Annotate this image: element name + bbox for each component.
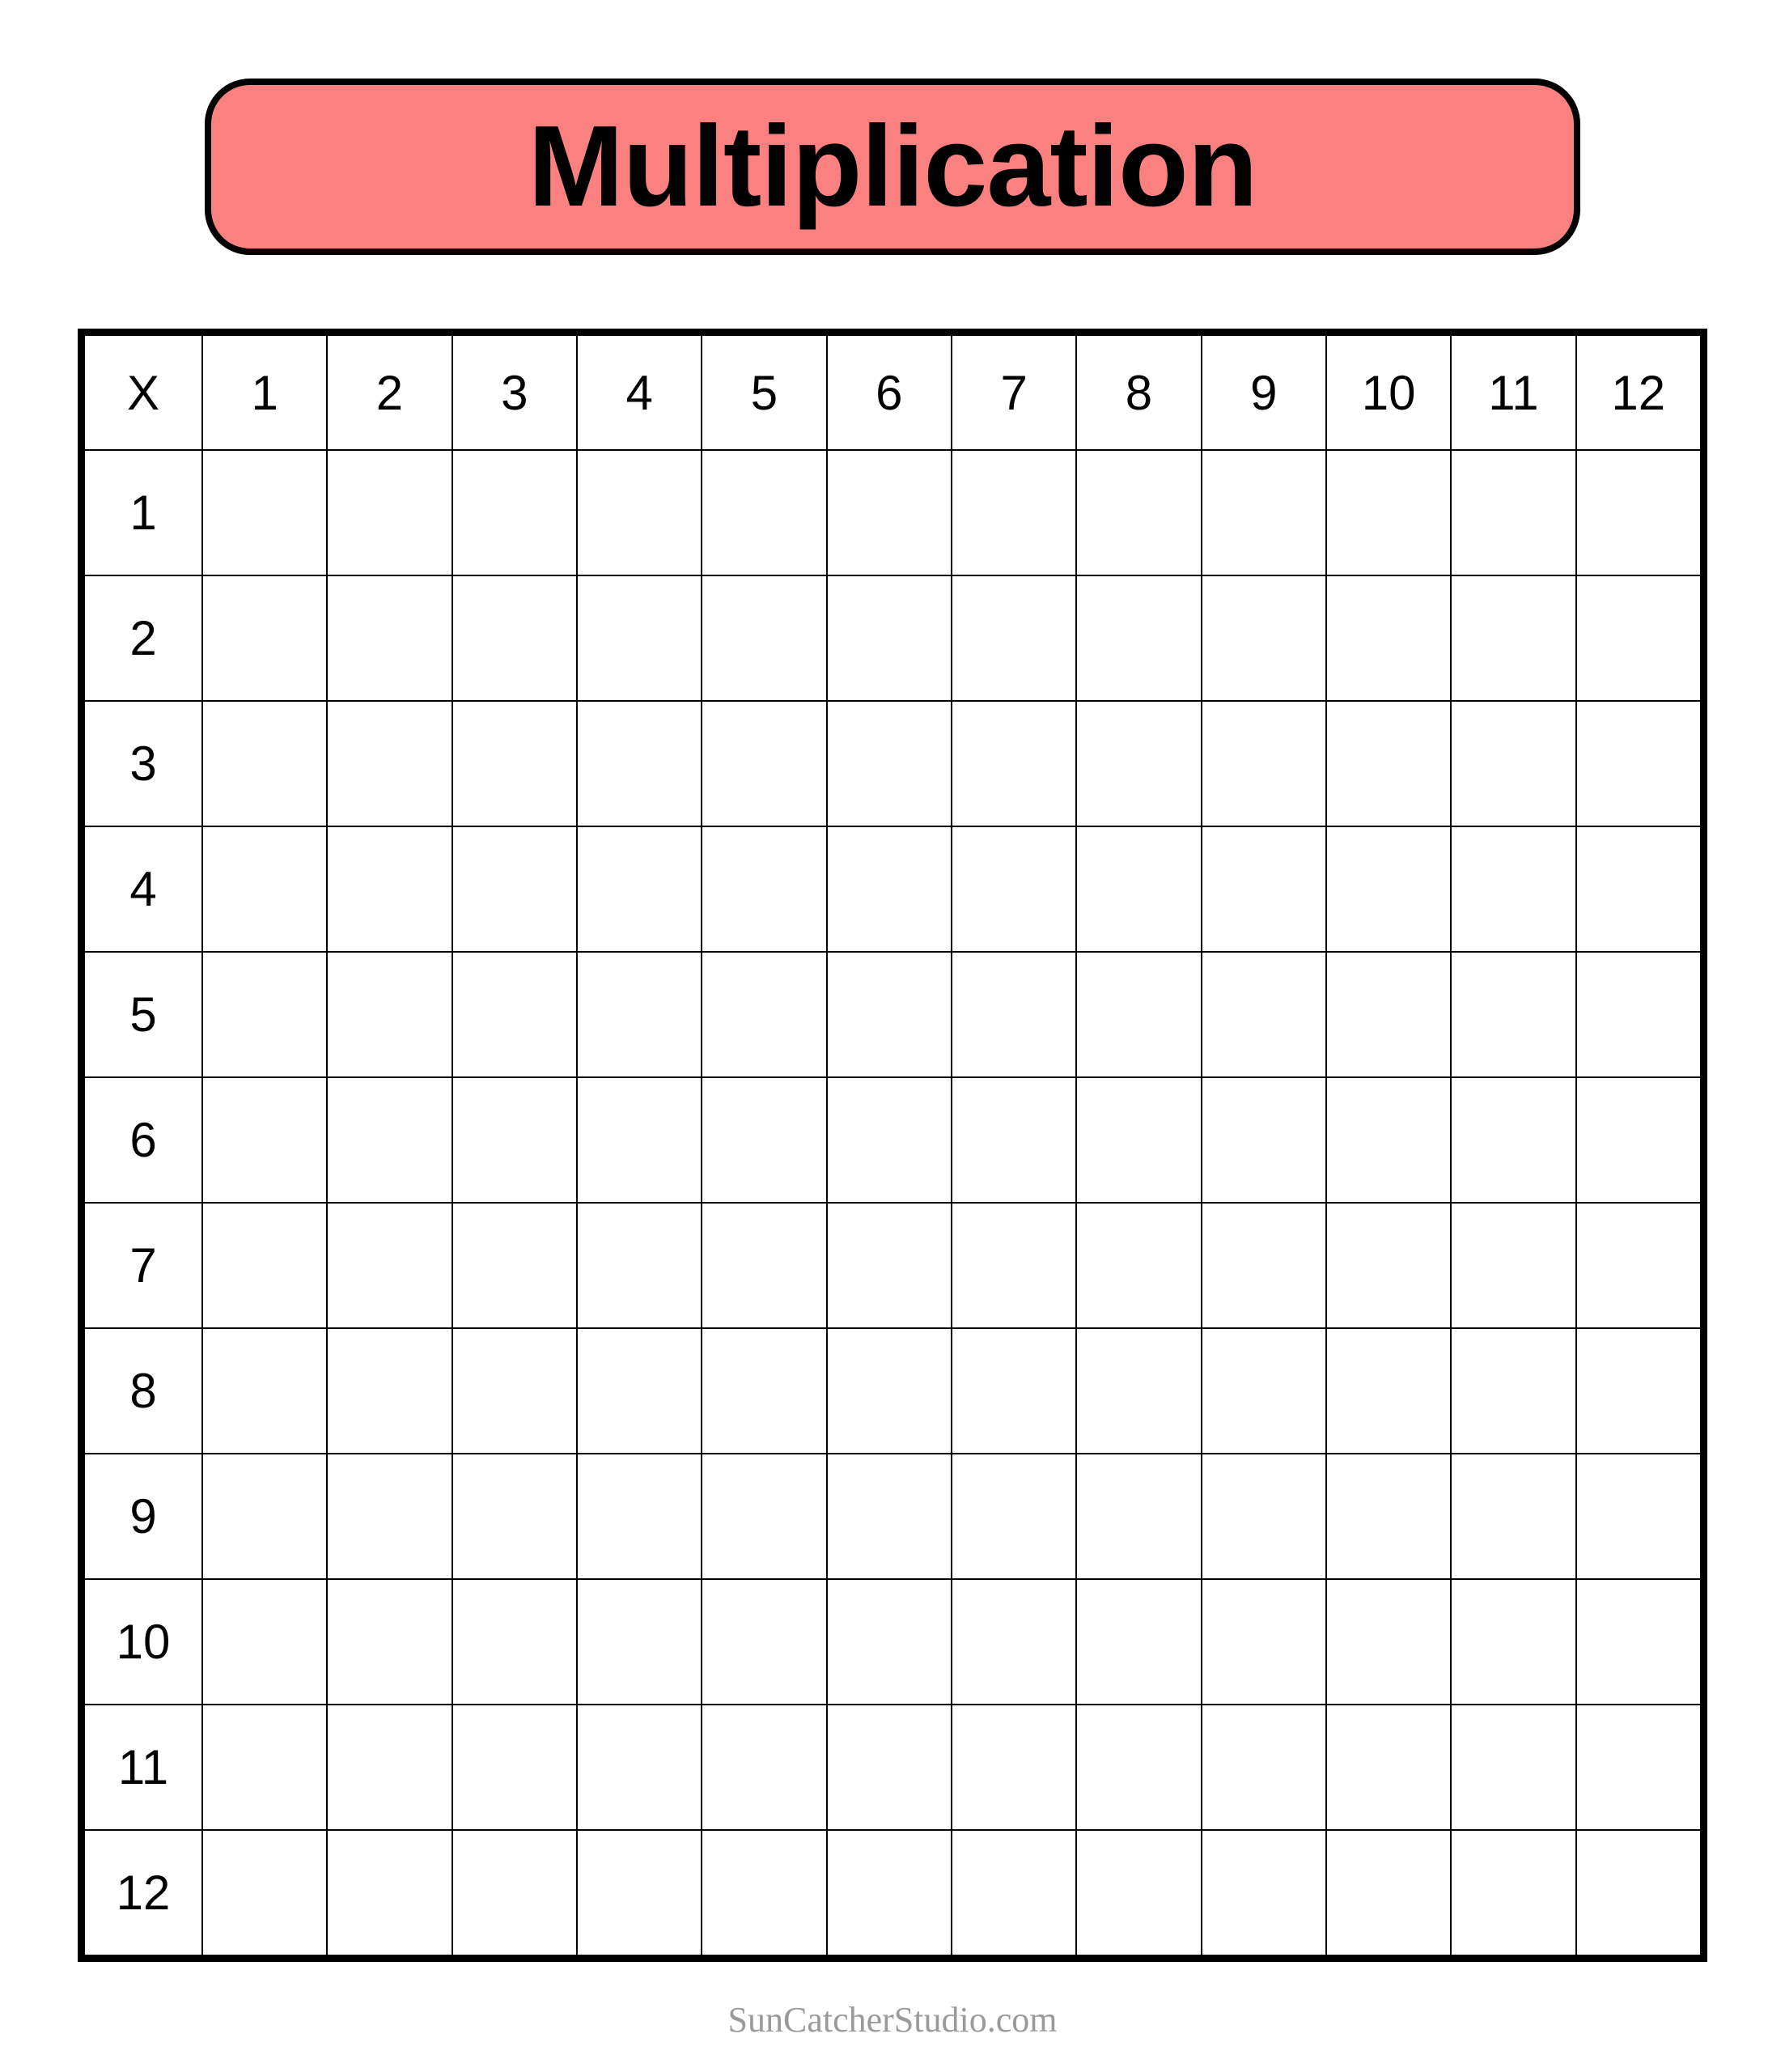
answer-cell-6x12[interactable] (1576, 1077, 1701, 1203)
row-header-5: 5 (84, 952, 202, 1077)
answer-cell-6x9[interactable] (1202, 1077, 1326, 1203)
answer-cell-2x1[interactable] (202, 575, 327, 701)
answer-cell-5x8[interactable] (1076, 952, 1201, 1077)
answer-cell-1x7[interactable] (952, 450, 1076, 575)
answer-cell-12x2[interactable] (327, 1830, 452, 1955)
answer-cell-11x11[interactable] (1451, 1705, 1575, 1830)
answer-cell-2x6[interactable] (827, 575, 952, 701)
answer-cell-11x9[interactable] (1202, 1705, 1326, 1830)
answer-cell-10x10[interactable] (1326, 1579, 1451, 1705)
answer-cell-8x5[interactable] (702, 1328, 826, 1454)
answer-cell-9x9[interactable] (1202, 1454, 1326, 1579)
table-row (84, 1077, 1701, 1203)
answer-cell-3x7[interactable] (952, 701, 1076, 826)
answer-cell-5x10[interactable] (1326, 952, 1451, 1077)
answer-cell-12x10[interactable] (1326, 1830, 1451, 1955)
answer-cell-10x7[interactable] (952, 1579, 1076, 1705)
answer-cell-4x11[interactable] (1451, 826, 1575, 952)
table-row (84, 450, 1701, 575)
column-header-1: 1 (202, 335, 327, 450)
answer-cell-11x8[interactable] (1076, 1705, 1201, 1830)
answer-cell-9x2[interactable] (327, 1454, 452, 1579)
answer-cell-8x2[interactable] (327, 1328, 452, 1454)
answer-cell-12x9[interactable] (1202, 1830, 1326, 1955)
answer-cell-7x4[interactable] (577, 1203, 702, 1328)
answer-cell-2x9[interactable] (1202, 575, 1326, 701)
answer-cell-12x5[interactable] (702, 1830, 826, 1955)
answer-cell-8x10[interactable] (1326, 1328, 1451, 1454)
answer-cell-1x10[interactable] (1326, 450, 1451, 575)
row-header-10: 10 (84, 1579, 202, 1705)
answer-cell-4x8[interactable] (1076, 826, 1201, 952)
answer-cell-4x10[interactable] (1326, 826, 1451, 952)
answer-cell-3x2[interactable] (327, 701, 452, 826)
answer-cell-3x5[interactable] (702, 701, 826, 826)
answer-cell-11x3[interactable] (452, 1705, 577, 1830)
answer-cell-5x1[interactable] (202, 952, 327, 1077)
answer-cell-1x2[interactable] (327, 450, 452, 575)
answer-cell-5x7[interactable] (952, 952, 1076, 1077)
answer-cell-10x12[interactable] (1576, 1579, 1701, 1705)
answer-cell-8x4[interactable] (577, 1328, 702, 1454)
answer-cell-4x2[interactable] (327, 826, 452, 952)
answer-cell-8x6[interactable] (827, 1328, 952, 1454)
answer-cell-8x8[interactable] (1076, 1328, 1201, 1454)
answer-cell-9x3[interactable] (452, 1454, 577, 1579)
answer-cell-1x9[interactable] (1202, 450, 1326, 575)
answer-cell-2x11[interactable] (1451, 575, 1575, 701)
answer-cell-4x4[interactable] (577, 826, 702, 952)
answer-cell-2x8[interactable] (1076, 575, 1201, 701)
answer-cell-11x4[interactable] (577, 1705, 702, 1830)
answer-cell-10x8[interactable] (1076, 1579, 1201, 1705)
row-header-4: 4 (84, 826, 202, 952)
answer-cell-1x8[interactable] (1076, 450, 1201, 575)
answer-cell-11x1[interactable] (202, 1705, 327, 1830)
answer-cell-4x9[interactable] (1202, 826, 1326, 952)
answer-cell-9x7[interactable] (952, 1454, 1076, 1579)
answer-cell-11x6[interactable] (827, 1705, 952, 1830)
answer-cell-5x9[interactable] (1202, 952, 1326, 1077)
answer-cell-11x10[interactable] (1326, 1705, 1451, 1830)
answer-cell-11x5[interactable] (702, 1705, 826, 1830)
table-row (84, 1705, 1701, 1830)
answer-cell-2x4[interactable] (577, 575, 702, 701)
row-header-12: 12 (84, 1830, 202, 1955)
answer-cell-5x2[interactable] (327, 952, 452, 1077)
row-header-6: 6 (84, 1077, 202, 1203)
answer-cell-10x9[interactable] (1202, 1579, 1326, 1705)
answer-cell-10x4[interactable] (577, 1579, 702, 1705)
table-row (84, 826, 1701, 952)
answer-cell-1x4[interactable] (577, 450, 702, 575)
column-header-3: 3 (452, 335, 577, 450)
answer-cell-10x3[interactable] (452, 1579, 577, 1705)
answer-cell-12x6[interactable] (827, 1830, 952, 1955)
answer-cell-8x9[interactable] (1202, 1328, 1326, 1454)
answer-cell-6x2[interactable] (327, 1077, 452, 1203)
answer-cell-3x4[interactable] (577, 701, 702, 826)
answer-cell-3x8[interactable] (1076, 701, 1201, 826)
answer-cell-7x6[interactable] (827, 1203, 952, 1328)
column-header-4: 4 (577, 335, 702, 450)
row-header-11: 11 (84, 1705, 202, 1830)
answer-cell-1x5[interactable] (702, 450, 826, 575)
answer-cell-7x2[interactable] (327, 1203, 452, 1328)
table-row (84, 1579, 1701, 1705)
answer-cell-1x11[interactable] (1451, 450, 1575, 575)
column-header-12: 12 (1576, 335, 1701, 450)
answer-cell-4x3[interactable] (452, 826, 577, 952)
answer-cell-7x1[interactable] (202, 1203, 327, 1328)
answer-cell-5x5[interactable] (702, 952, 826, 1077)
table-row (84, 1454, 1701, 1579)
answer-cell-1x12[interactable] (1576, 450, 1701, 575)
answer-cell-6x11[interactable] (1451, 1077, 1575, 1203)
answer-cell-12x8[interactable] (1076, 1830, 1201, 1955)
answer-cell-11x7[interactable] (952, 1705, 1076, 1830)
table-corner-label: X (84, 335, 202, 450)
answer-cell-7x8[interactable] (1076, 1203, 1201, 1328)
answer-cell-6x10[interactable] (1326, 1077, 1451, 1203)
answer-cell-5x6[interactable] (827, 952, 952, 1077)
answer-cell-11x2[interactable] (327, 1705, 452, 1830)
table-row (84, 1830, 1701, 1955)
answer-cell-9x4[interactable] (577, 1454, 702, 1579)
table-row (84, 701, 1701, 826)
answer-cell-4x12[interactable] (1576, 826, 1701, 952)
answer-cell-2x5[interactable] (702, 575, 826, 701)
answer-cell-6x1[interactable] (202, 1077, 327, 1203)
answer-cell-9x8[interactable] (1076, 1454, 1201, 1579)
answer-cell-2x12[interactable] (1576, 575, 1701, 701)
answer-cell-3x3[interactable] (452, 701, 577, 826)
answer-cell-12x4[interactable] (577, 1830, 702, 1955)
answer-cell-10x1[interactable] (202, 1579, 327, 1705)
answer-cell-10x2[interactable] (327, 1579, 452, 1705)
answer-cell-8x7[interactable] (952, 1328, 1076, 1454)
answer-cell-2x2[interactable] (327, 575, 452, 701)
answer-cell-4x1[interactable] (202, 826, 327, 952)
row-header-7: 7 (84, 1203, 202, 1328)
answer-cell-9x11[interactable] (1451, 1454, 1575, 1579)
answer-cell-6x7[interactable] (952, 1077, 1076, 1203)
column-header-9: 9 (1202, 335, 1326, 450)
table-row (84, 1328, 1701, 1454)
answer-cell-12x1[interactable] (202, 1830, 327, 1955)
answer-cell-6x4[interactable] (577, 1077, 702, 1203)
answer-cell-6x3[interactable] (452, 1077, 577, 1203)
title-banner (205, 79, 1580, 255)
answer-cell-5x11[interactable] (1451, 952, 1575, 1077)
answer-cell-3x1[interactable] (202, 701, 327, 826)
table-row (84, 1203, 1701, 1328)
multiplication-grid (78, 329, 1707, 1962)
answer-cell-12x11[interactable] (1451, 1830, 1575, 1955)
answer-cell-2x7[interactable] (952, 575, 1076, 701)
answer-cell-3x9[interactable] (1202, 701, 1326, 826)
answer-cell-8x12[interactable] (1576, 1328, 1701, 1454)
answer-cell-4x5[interactable] (702, 826, 826, 952)
answer-cell-9x10[interactable] (1326, 1454, 1451, 1579)
answer-cell-10x5[interactable] (702, 1579, 826, 1705)
row-header-3: 3 (84, 701, 202, 826)
answer-cell-7x12[interactable] (1576, 1203, 1701, 1328)
answer-cell-6x6[interactable] (827, 1077, 952, 1203)
answer-cell-12x12[interactable] (1576, 1830, 1701, 1955)
column-header-6: 6 (827, 335, 952, 450)
answer-cell-5x12[interactable] (1576, 952, 1701, 1077)
answer-cell-7x7[interactable] (952, 1203, 1076, 1328)
answer-cell-12x7[interactable] (952, 1830, 1076, 1955)
column-header-8: 8 (1076, 335, 1201, 450)
answer-cell-1x6[interactable] (827, 450, 952, 575)
page-title: Multiplication (528, 102, 1257, 231)
column-header-2: 2 (327, 335, 452, 450)
answer-cell-10x11[interactable] (1451, 1579, 1575, 1705)
column-header-10: 10 (1326, 335, 1451, 450)
answer-cell-3x6[interactable] (827, 701, 952, 826)
answer-cell-9x5[interactable] (702, 1454, 826, 1579)
column-header-11: 11 (1451, 335, 1575, 450)
answer-cell-3x11[interactable] (1451, 701, 1575, 826)
answer-cell-3x12[interactable] (1576, 701, 1701, 826)
row-header-9: 9 (84, 1454, 202, 1579)
answer-cell-7x3[interactable] (452, 1203, 577, 1328)
answer-cell-3x10[interactable] (1326, 701, 1451, 826)
answer-cell-8x11[interactable] (1451, 1328, 1575, 1454)
table-header-row (84, 335, 1701, 450)
answer-cell-7x10[interactable] (1326, 1203, 1451, 1328)
answer-cell-6x8[interactable] (1076, 1077, 1201, 1203)
footer-credit: SunCatcherStudio.com (727, 2000, 1058, 2040)
multiplication-table (83, 334, 1702, 1956)
answer-cell-2x3[interactable] (452, 575, 577, 701)
answer-cell-9x1[interactable] (202, 1454, 327, 1579)
answer-cell-4x6[interactable] (827, 826, 952, 952)
answer-cell-8x1[interactable] (202, 1328, 327, 1454)
answer-cell-4x7[interactable] (952, 826, 1076, 952)
answer-cell-2x10[interactable] (1326, 575, 1451, 701)
row-header-8: 8 (84, 1328, 202, 1454)
answer-cell-10x6[interactable] (827, 1579, 952, 1705)
table-row (84, 575, 1701, 701)
table-row (84, 952, 1701, 1077)
answer-cell-5x3[interactable] (452, 952, 577, 1077)
answer-cell-1x1[interactable] (202, 450, 327, 575)
answer-cell-9x6[interactable] (827, 1454, 952, 1579)
answer-cell-12x3[interactable] (452, 1830, 577, 1955)
answer-cell-1x3[interactable] (452, 450, 577, 575)
row-header-1: 1 (84, 450, 202, 575)
row-header-2: 2 (84, 575, 202, 701)
answer-cell-11x12[interactable] (1576, 1705, 1701, 1830)
answer-cell-6x5[interactable] (702, 1077, 826, 1203)
column-header-7: 7 (952, 335, 1076, 450)
answer-cell-7x5[interactable] (702, 1203, 826, 1328)
column-header-5: 5 (702, 335, 826, 450)
answer-cell-7x9[interactable] (1202, 1203, 1326, 1328)
answer-cell-5x4[interactable] (577, 952, 702, 1077)
answer-cell-9x12[interactable] (1576, 1454, 1701, 1579)
answer-cell-8x3[interactable] (452, 1328, 577, 1454)
answer-cell-7x11[interactable] (1451, 1203, 1575, 1328)
